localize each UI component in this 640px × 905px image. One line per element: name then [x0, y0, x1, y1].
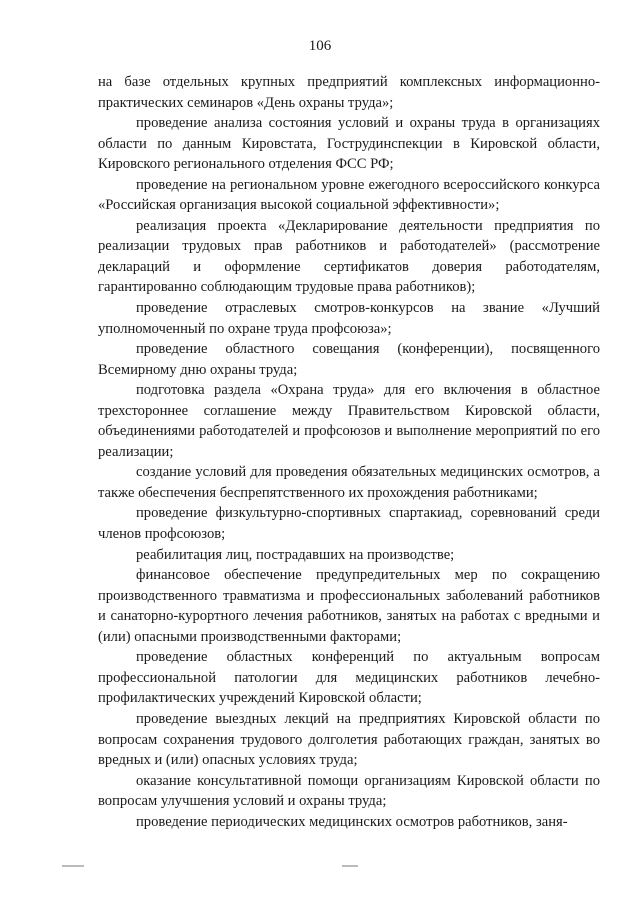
scan-artifact-left	[62, 865, 84, 867]
paragraph: реализация проекта «Декларирование деятельности предприятия по реализации трудовых прав работников и работодателей» (рассмотрение деклараций и оформление сертификатов доверия работодателям, гарантированно соблюдающим трудовые права работников);	[98, 217, 600, 296]
scan-artifact-center	[342, 865, 358, 867]
paragraph: проведение анализа состояния условий и охраны труда в организациях области по данным Кировстата, Гострудинспекции в Кировской области, Кировского регионального отделения ФСС РФ;	[98, 115, 600, 173]
paragraph: на базе отдельных крупных предприятий комплексных информационно-практических семинаров «День охраны труда»;	[98, 74, 600, 111]
paragraph: проведение физкультурно-спортивных спартакиад, соревнований среди членов профсоюзов;	[98, 505, 600, 543]
paragraph: проведение областного совещания (конференции), посвященного Всемирному дню охраны труда;	[98, 341, 600, 378]
paragraph: проведение на региональном уровне ежегодного всероссийского конкурса «Российская организация высокой социальной эффективности»;	[98, 176, 600, 214]
paragraph: проведение выездных лекций на предприятиях Кировской области по вопросам сохранения трудового долголетия работающих граждан, занятых во вредных и (или) опасных условиях труда;	[98, 710, 600, 769]
page-number: 106	[308, 38, 332, 54]
paragraph: финансовое обеспечение предупредительных мер по сокращению производственного травматизма и профессиональных заболеваний работников и санаторно-курортного лечения работников, занятых на работах с вредными и (или) опасными производственными факторами;	[98, 567, 600, 645]
paragraph: реабилитация лиц, пострадавших на производстве;	[136, 546, 455, 563]
paragraph: проведение областных конференций по актуальным вопросам профессиональной патологии для медицинских работников лечебно-профилактических учреждений Кировской области;	[98, 649, 600, 707]
paragraph: оказание консультативной помощи организациям Кировской области по вопросам улучшения условий и охраны труда;	[98, 772, 600, 810]
paragraph: проведение отраслевых смотров-конкурсов на звание «Лучший уполномоченный по охране труда профсоюза»;	[98, 300, 600, 337]
paragraph: проведение периодических медицинских осмотров работников, заня-	[136, 813, 568, 830]
document-body	[98, 72, 600, 832]
paragraph: создание условий для проведения обязательных медицинских осмотров, а также обеспечения беспрепятственного их прохождения работниками;	[98, 464, 600, 501]
paragraph: подготовка раздела «Охрана труда» для его включения в областное трехстороннее соглашение между Правительством Кировской области, объединениями работодателей и профсоюзов и выполнение мероприятий по его реализации;	[98, 382, 600, 460]
